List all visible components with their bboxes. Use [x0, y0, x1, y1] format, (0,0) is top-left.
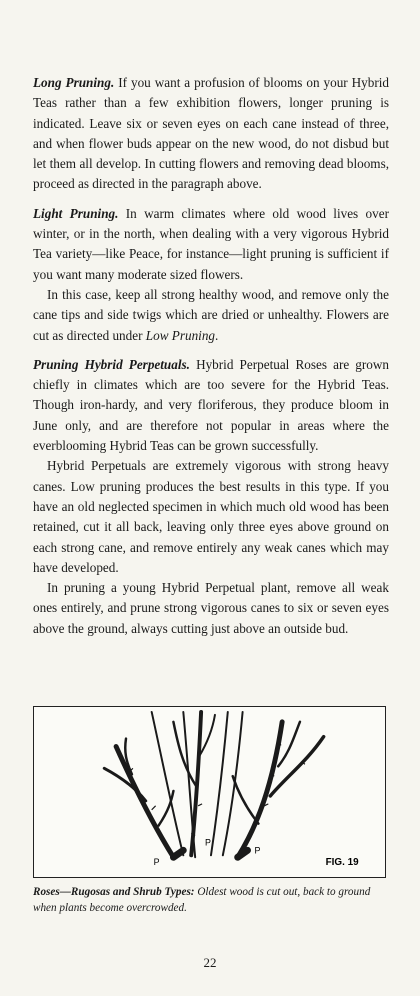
caption-text: Oldest wood is cut out, back to ground when plants become overcrowded. — [33, 886, 371, 914]
hybrid-perpetuals-paragraph — [33, 355, 389, 456]
light-pruning-paragraph-2 — [33, 285, 389, 346]
page-number: 22 — [203, 955, 217, 970]
page-body — [33, 73, 389, 648]
figure-mark-p1: P — [153, 857, 160, 868]
light-pruning-para2-text: In this case, keep all strong healthy wood, and remove only the cane tips and side twigs which are dried or unhealthy. Flowers are cut as directed under — [33, 286, 389, 343]
long-pruning-paragraph — [33, 73, 389, 195]
long-pruning-heading: Long Pruning. — [33, 75, 115, 90]
light-pruning-paragraph — [33, 204, 389, 285]
rose-canes-illustration — [34, 707, 385, 877]
figure-label: FIG. 19 — [325, 857, 359, 869]
pruning-figure — [33, 706, 386, 878]
figure-caption — [33, 884, 389, 916]
light-pruning-heading: Light Pruning. — [33, 205, 119, 221]
low-pruning-reference: Low Pruning — [145, 327, 216, 343]
long-pruning-text: If you want a profusion of blooms on your Hybrid Teas rather than a few exhibition flowers, longer pruning is indicated. Leave six or seven eyes on each cane instead of three, and when flower buds appear on the new wood, do not disbud but let them all develop. In cutting flowers and removing dead blooms, proceed as directed in the paragraph above. — [33, 75, 389, 192]
caption-heading: Roses—Rugosas and Shrub Types: — [33, 886, 195, 898]
hybrid-perpetuals-paragraph-2: Hybrid Perpetuals are extremely vigorous with strong heavy canes. Low pruning produces the best results in this type. If you have an old neglected specimen in which much old wood has been retained, cut it all back, leaving only three eyes above ground on each strong cane, and remove entirely any weak canes which may have developed. — [33, 458, 389, 575]
light-pruning-para2-end: . — [215, 327, 219, 343]
light-pruning-text: In warm climates where old wood lives over winter, or in the north, when dealing with a very vigorous Hybrid Tea variety—like Peace, for instance—light pruning is sufficient if you want many moderate sized flowers. — [33, 205, 389, 282]
section-long-pruning — [33, 73, 389, 195]
section-hybrid-perpetuals — [33, 355, 389, 639]
hybrid-perpetuals-paragraph-3: In pruning a young Hybrid Perpetual plant, remove all weak ones entirely, and prune strong vigorous canes to six or seven eyes above the ground, always cutting just above an outside bud. — [33, 580, 389, 636]
hybrid-perpetuals-heading: Pruning Hybrid Perpetuals. — [33, 356, 190, 372]
figure-mark-p3: P — [254, 845, 261, 856]
hybrid-perpetuals-text: Hybrid Perpetual Roses are grown chiefly in climates which are too severe for the Hybrid Teas. Though iron-hardy, and very floriferous, they produce bloom in June only, and are therefore not popular in areas where the everblooming Hybrid Teas can be grown successfully. — [33, 356, 389, 454]
figure-mark-p2: P — [205, 837, 211, 848]
section-light-pruning — [33, 204, 389, 346]
